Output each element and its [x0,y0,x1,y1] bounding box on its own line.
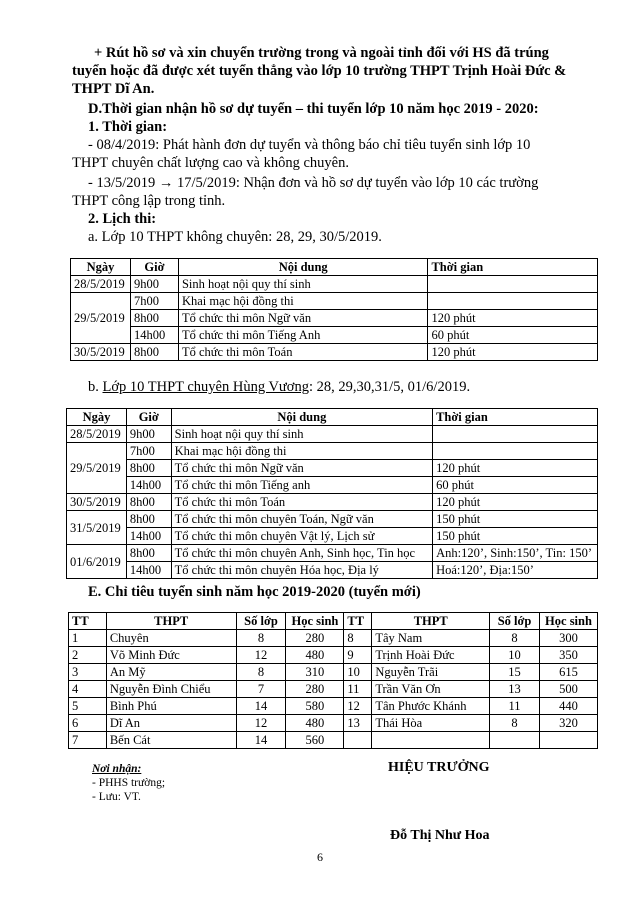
table-b-title [72,378,612,396]
duration-cell: 150 phút [433,511,598,528]
intro-paragraph [72,44,596,98]
duration-cell [428,293,598,310]
table-cell: 560 [286,732,344,749]
table-cell: 280 [286,630,344,647]
table-cell: 12 [236,715,286,732]
time-cell: 8h00 [126,511,171,528]
table-cell: 7 [236,681,286,698]
intro-line-1: + Rút hồ sơ và xin chuyển trường trong và ngoài tỉnh đối với HS đã trúng [94,45,549,61]
table-cell: Võ Minh Đức [106,647,236,664]
table-b-title-prefix: b. [88,379,103,395]
header-gio: Giờ [126,409,171,426]
time-item-1 [72,136,596,172]
content-cell: Sinh hoạt nội quy thí sinh [171,426,432,443]
table-row [69,715,598,732]
duration-cell: Hoá:120’, Địa:150’ [433,562,598,579]
recipients-label: Nơi nhận: [92,763,142,775]
table-cell: 10 [344,664,372,681]
table-row [71,327,598,344]
table-row [69,664,598,681]
table-b-title-school: Lớp 10 THPT chuyên Hùng Vương [102,379,309,395]
schedule-table-non-specialized [70,258,598,361]
table-row [69,647,598,664]
content-cell: Tổ chức thi môn chuyên Toán, Ngữ văn [171,511,432,528]
table-cell: 3 [69,664,107,681]
section-e-heading: E. Chỉ tiêu tuyển sinh năm học 2019-2020 (tuyển mới) [88,584,421,600]
header-cell: Học sinh [539,613,597,630]
table-cell: 13 [490,681,540,698]
header-cell: Số lớp [236,613,286,630]
table-cell: Dĩ An [106,715,236,732]
time-cell: 9h00 [130,276,178,293]
table-row [71,293,598,310]
table-row [71,276,598,293]
table-row [67,460,598,477]
table-cell: 11 [344,681,372,698]
table-header-row [69,613,598,630]
table-cell: 1 [69,630,107,647]
table-cell: Thái Hòa [372,715,490,732]
time-item-2-line-1: - 13/5/2019 → 17/5/2019: Nhận đơn và hồ sơ dự tuyển vào lớp 10 các trường [88,175,539,191]
section-d-heading: D.Thời gian nhận hồ sơ dự tuyển – thi tuyển lớp 10 năm học 2019 - 2020: [88,101,539,117]
date-cell: 31/5/2019 [67,511,127,545]
header-thoi-gian: Thời gian [428,259,598,276]
table-b-title-dates: : 28, 29,30,31/5, 01/6/2019. [308,379,471,395]
header-ngay: Ngày [67,409,127,426]
table-row [71,344,598,361]
table-cell: 8 [236,664,286,681]
time-item-1-line-1: - 08/4/2019: Phát hành đơn dự tuyển và thông báo chỉ tiêu tuyển sinh lớp 10 [88,137,531,153]
content-cell: Khai mạc hội đồng thi [178,293,428,310]
time-cell: 14h00 [130,327,178,344]
table-cell: 12 [344,698,372,715]
duration-cell: 120 phút [428,344,598,361]
table-cell [539,732,597,749]
duration-cell: Anh:120’, Sinh:150’, Tin: 150’ [433,545,598,562]
time-cell: 8h00 [130,344,178,361]
duration-cell: 60 phút [433,477,598,494]
table-cell: 5 [69,698,107,715]
table-cell: 12 [236,647,286,664]
content-cell: Tổ chức thi môn Ngữ văn [171,460,432,477]
table-cell: 310 [286,664,344,681]
content-cell: Tổ chức thi môn Ngữ văn [178,310,428,327]
table-cell: Trần Văn Ơn [372,681,490,698]
table-cell: 8 [490,715,540,732]
table-cell: Nguyễn Đình Chiểu [106,681,236,698]
duration-cell [428,276,598,293]
time-cell: 14h00 [126,562,171,579]
table-cell: 580 [286,698,344,715]
table-row [67,443,598,460]
time-item-2-line-2: THPT công lập trong tỉnh. [72,193,226,209]
table-row [67,426,598,443]
time-cell: 8h00 [130,310,178,327]
header-cell: THPT [106,613,236,630]
table-header-row [67,409,598,426]
table-cell: 10 [490,647,540,664]
header-ngay: Ngày [71,259,131,276]
content-cell: Khai mạc hội đồng thi [171,443,432,460]
table-cell: 615 [539,664,597,681]
header-thoi-gian: Thời gian [433,409,598,426]
content-cell: Tổ chức thi môn Toán [171,494,432,511]
table-cell: 280 [286,681,344,698]
table-cell: 7 [69,732,107,749]
table-row [69,630,598,647]
recipient-item: - PHHS trường; [92,777,166,789]
signer-name: Đỗ Thị Như Hoa [390,828,490,843]
duration-cell [433,426,598,443]
date-cell: 29/5/2019 [67,443,127,494]
table-cell: 500 [539,681,597,698]
date-cell: 29/5/2019 [71,293,131,344]
table-cell: Nguyễn Trãi [372,664,490,681]
date-cell: 28/5/2019 [71,276,131,293]
table-cell: 320 [539,715,597,732]
table-cell: Tân Phước Khánh [372,698,490,715]
header-cell: TT [69,613,107,630]
date-cell: 01/6/2019 [67,545,127,579]
content-cell: Tổ chức thi môn Toán [178,344,428,361]
table-cell: Chuyên [106,630,236,647]
header-cell: TT [344,613,372,630]
header-cell: Số lớp [490,613,540,630]
table-cell: 15 [490,664,540,681]
time-cell: 8h00 [126,494,171,511]
content-cell: Tổ chức thi môn Tiếng Anh [178,327,428,344]
duration-cell: 150 phút [433,528,598,545]
table-row [67,494,598,511]
time-cell: 8h00 [126,460,171,477]
header-cell: THPT [372,613,490,630]
time-cell: 9h00 [126,426,171,443]
table-row [69,698,598,715]
table-cell [490,732,540,749]
time-cell: 8h00 [126,545,171,562]
table-cell [344,732,372,749]
date-cell: 30/5/2019 [67,494,127,511]
table-row [67,477,598,494]
table-cell: Bình Phú [106,698,236,715]
table-cell: 440 [539,698,597,715]
duration-cell: 120 phút [433,494,598,511]
table-cell: Tây Nam [372,630,490,647]
intro-line-2: tuyển hoặc đã được xét tuyển thẳng vào lớp 10 trường THPT Trịnh Hoài Đức & [72,63,567,79]
table-cell: An Mỹ [106,664,236,681]
schedule-table-specialized [66,408,598,579]
table-cell: Trịnh Hoài Đức [372,647,490,664]
table-row [67,562,598,579]
time-item-2 [72,174,596,210]
time-cell: 14h00 [126,528,171,545]
schedule-heading: 2. Lịch thi: [88,211,157,227]
table-cell: 8 [344,630,372,647]
time-cell: 7h00 [126,443,171,460]
table-row [69,732,598,749]
date-cell: 30/5/2019 [71,344,131,361]
header-noi-dung: Nội dung [171,409,432,426]
date-cell: 28/5/2019 [67,426,127,443]
table-cell: 13 [344,715,372,732]
content-cell: Tổ chức thi môn chuyên Hóa học, Địa lý [171,562,432,579]
table-cell [372,732,490,749]
section-d-time-heading: 1. Thời gian: [88,119,168,135]
enrollment-quota-table [68,612,598,749]
table-cell: 8 [236,630,286,647]
table-row [67,545,598,562]
duration-cell [433,443,598,460]
table-row [67,528,598,545]
page-number: 6 [317,850,323,864]
table-cell: Bến Cát [106,732,236,749]
table-cell: 6 [69,715,107,732]
table-cell: 14 [236,698,286,715]
table-cell: 14 [236,732,286,749]
header-gio: Giờ [130,259,178,276]
time-cell: 7h00 [130,293,178,310]
intro-line-3: THPT Dĩ An. [72,81,155,97]
table-cell: 8 [490,630,540,647]
duration-cell: 120 phút [428,310,598,327]
table-cell: 300 [539,630,597,647]
header-noi-dung: Nội dung [178,259,428,276]
content-cell: Tổ chức thi môn chuyên Anh, Sinh học, Tin học [171,545,432,562]
table-row [69,681,598,698]
table-cell: 4 [69,681,107,698]
time-cell: 14h00 [126,477,171,494]
table-a-title: a. Lớp 10 THPT không chuyên: 28, 29, 30/5/2019. [88,229,382,245]
table-cell: 2 [69,647,107,664]
table-cell: 480 [286,715,344,732]
time-item-1-line-2: THPT chuyên chất lượng cao và không chuyên. [72,155,349,171]
table-cell: 11 [490,698,540,715]
header-cell: Học sinh [286,613,344,630]
recipient-item: - Lưu: VT. [92,791,141,803]
table-row [67,511,598,528]
content-cell: Tổ chức thi môn Tiếng anh [171,477,432,494]
signature-title: HIỆU TRƯỞNG [388,760,490,775]
content-cell: Tổ chức thi môn chuyên Vật lý, Lịch sử [171,528,432,545]
enrollment-table-body [69,630,598,749]
table-cell: 9 [344,647,372,664]
duration-cell: 120 phút [433,460,598,477]
duration-cell: 60 phút [428,327,598,344]
table-cell: 480 [286,647,344,664]
table-header-row [71,259,598,276]
content-cell: Sinh hoạt nội quy thí sinh [178,276,428,293]
table-cell: 350 [539,647,597,664]
table-row [71,310,598,327]
